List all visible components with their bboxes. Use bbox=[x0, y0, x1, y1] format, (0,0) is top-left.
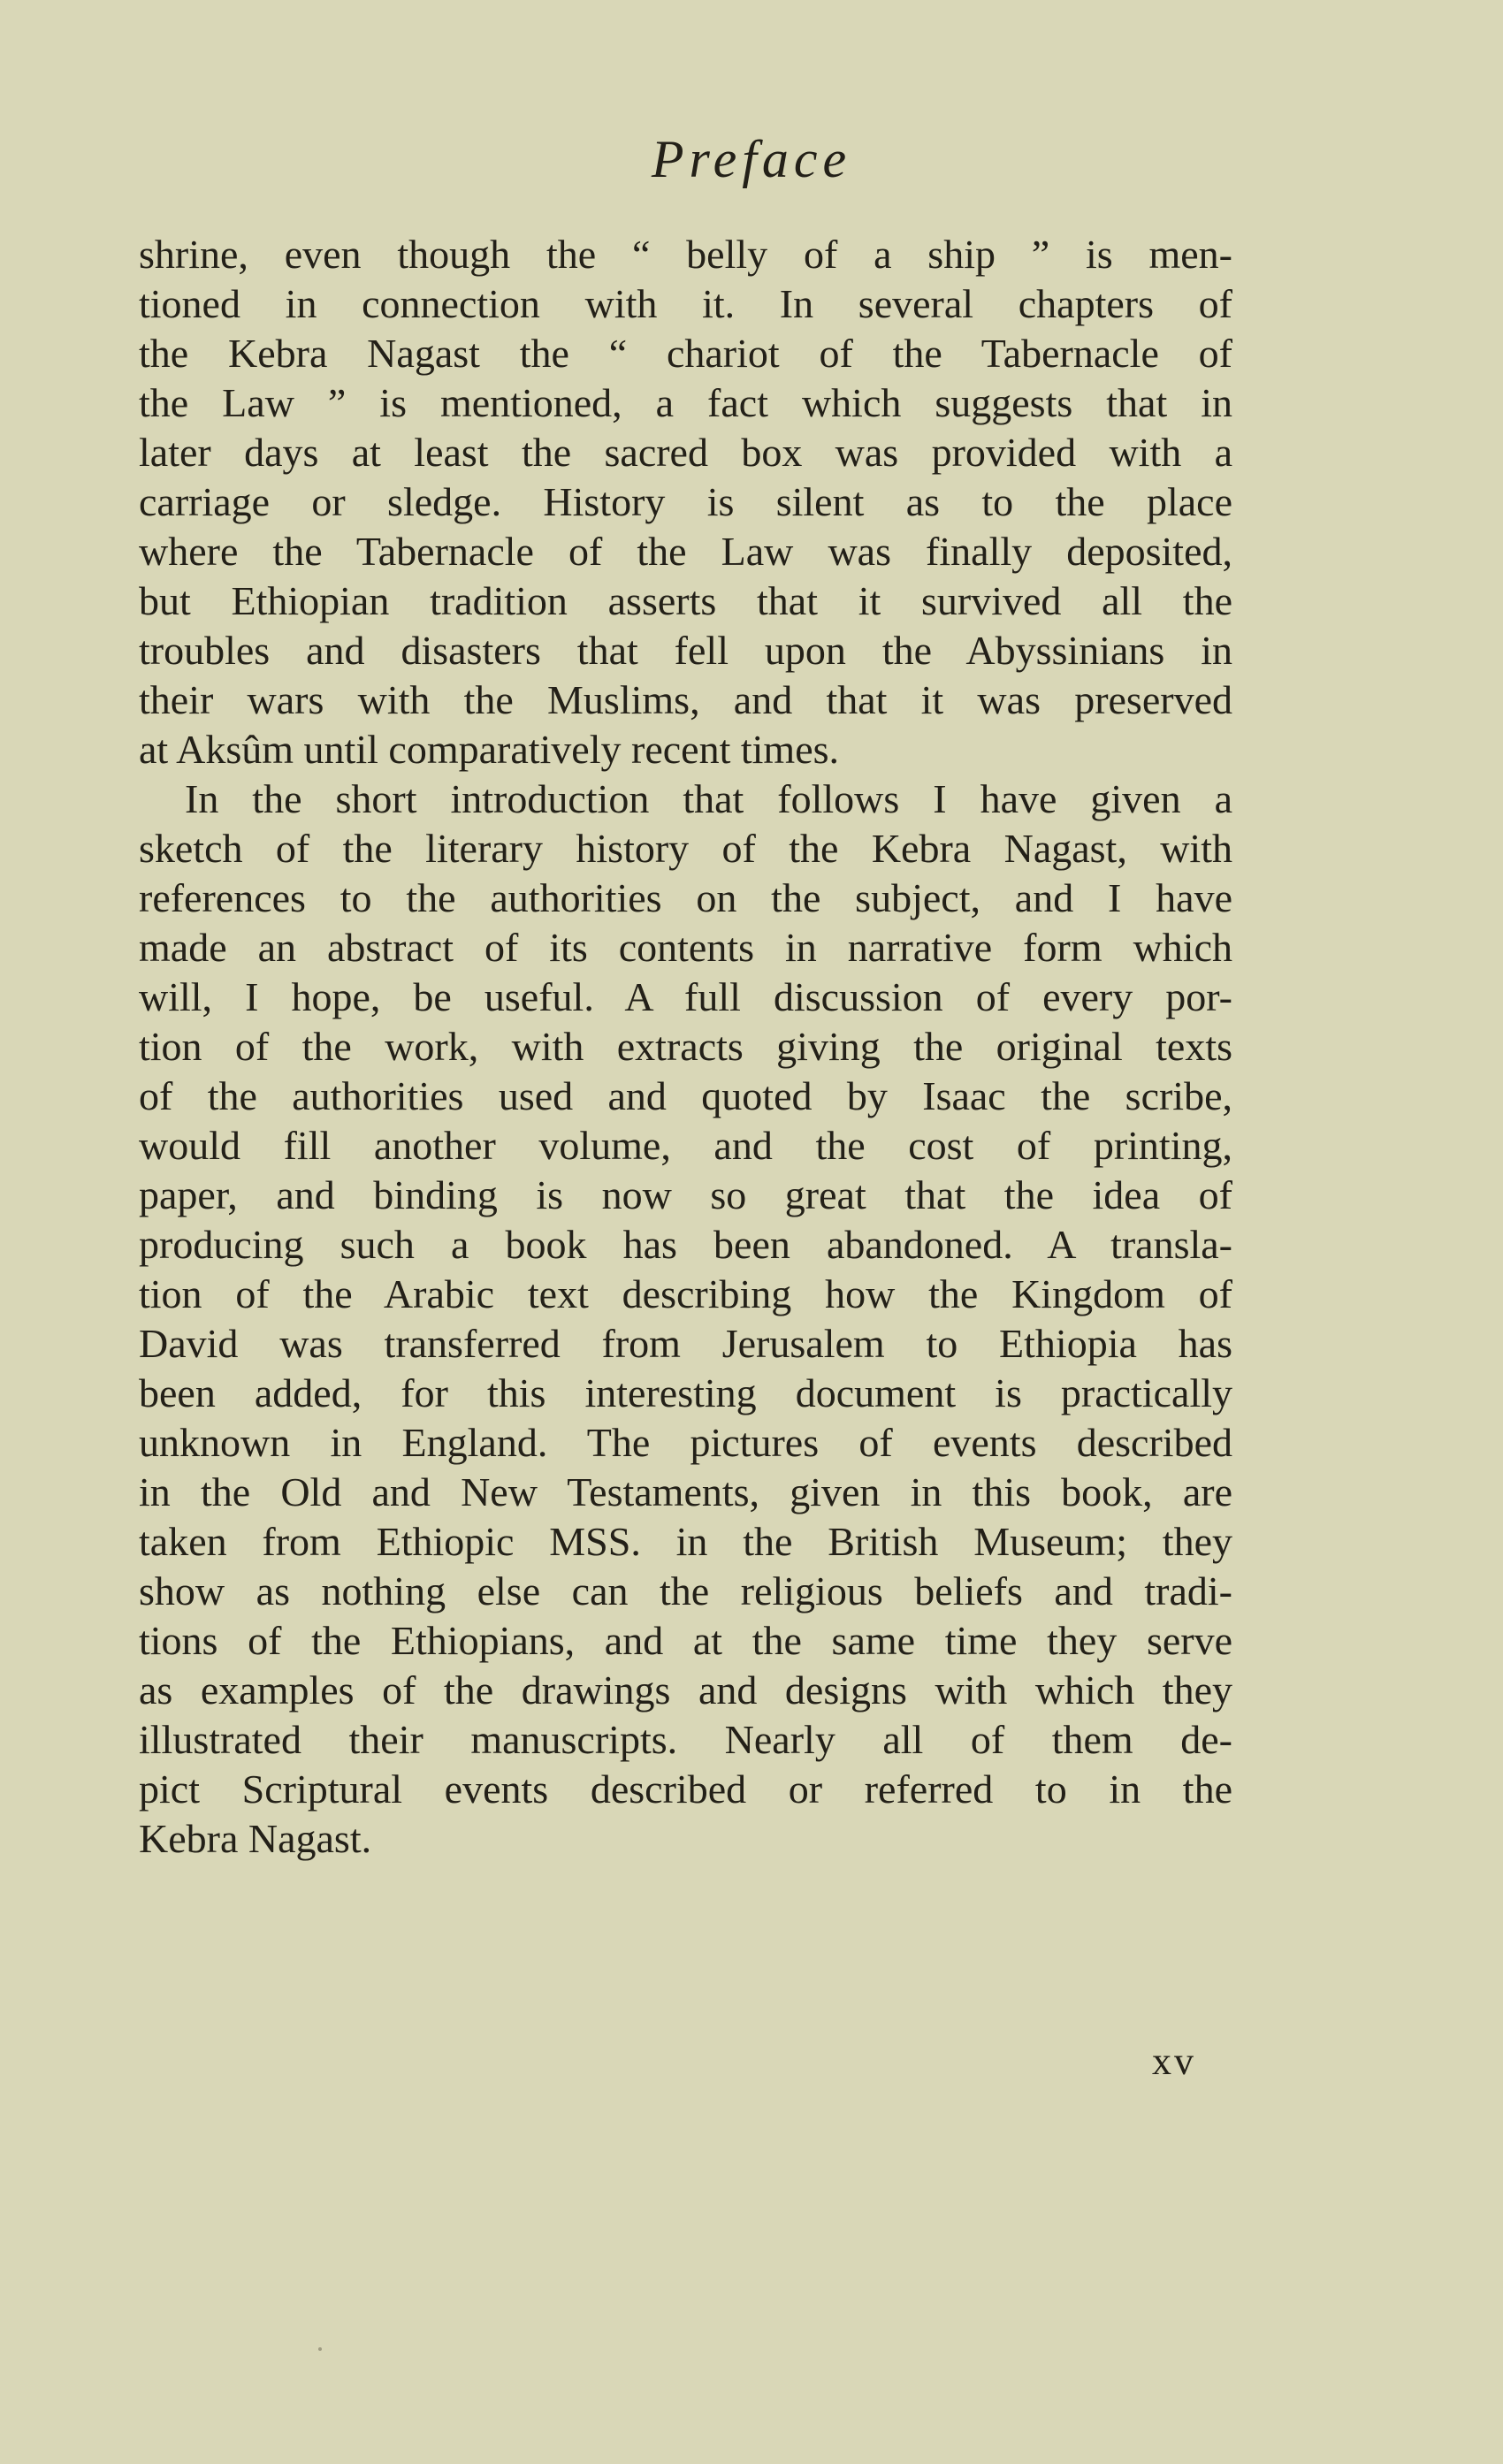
page-number: xv bbox=[1152, 2040, 1196, 2083]
text-line: of the authorities used and quoted by Isaac the scribe, bbox=[139, 1073, 1232, 1118]
text-line: where the Tabernacle of the Law was finally deposited, bbox=[139, 529, 1232, 574]
text-line: tion of the Arabic text describing how the Kingdom of bbox=[139, 1271, 1232, 1316]
text-line: the Kebra Nagast the “ chariot of the Tabernacle of bbox=[139, 331, 1232, 376]
text-line: unknown in England. The pictures of events described bbox=[139, 1420, 1232, 1465]
text-line: In the short introduction that follows I have given a bbox=[185, 776, 1232, 821]
text-line: at Aksûm until comparatively recent times. bbox=[139, 727, 840, 772]
text-line: paper, and binding is now so great that the idea of bbox=[139, 1172, 1232, 1217]
text-line: tion of the work, with extracts giving the original texts bbox=[139, 1024, 1232, 1069]
text-line: in the Old and New Testaments, given in this book, are bbox=[139, 1469, 1232, 1514]
text-line: later days at least the sacred box was provided with a bbox=[139, 430, 1232, 475]
text-line: would fill another volume, and the cost of printing, bbox=[139, 1123, 1232, 1168]
text-line: Kebra Nagast. bbox=[139, 1816, 372, 1861]
text-line: producing such a book has been abandoned. A transla- bbox=[139, 1222, 1232, 1267]
text-line: taken from Ethiopic MSS. in the British Museum; they bbox=[139, 1519, 1232, 1564]
text-line: troubles and disasters that fell upon the Abyssinians in bbox=[139, 628, 1232, 673]
text-line: been added, for this interesting document is practically bbox=[139, 1370, 1232, 1415]
text-line: shrine, even though the “ belly of a ship ” is men- bbox=[139, 232, 1232, 277]
text-line: tioned in connection with it. In several chapters of bbox=[139, 281, 1232, 326]
text-line: references to the authorities on the subject, and I have bbox=[139, 875, 1232, 920]
paper-speck bbox=[318, 2347, 322, 2351]
page-title: Preface bbox=[651, 130, 852, 188]
text-line: illustrated their manuscripts. Nearly all of them de- bbox=[139, 1717, 1232, 1762]
text-line: carriage or sledge. History is silent as to the place bbox=[139, 479, 1232, 524]
text-line: tions of the Ethiopians, and at the same time they serve bbox=[139, 1618, 1232, 1663]
text-line: the Law ” is mentioned, a fact which suggests that in bbox=[139, 380, 1232, 425]
text-line: made an abstract of its contents in narrative form which bbox=[139, 925, 1232, 970]
text-line: pict Scriptural events described or referred to in the bbox=[139, 1766, 1232, 1812]
preface-text bbox=[139, 230, 1232, 1864]
text-line: as examples of the drawings and designs with which they bbox=[139, 1667, 1232, 1713]
text-line: but Ethiopian tradition asserts that it survived all the bbox=[139, 578, 1232, 623]
text-line: their wars with the Muslims, and that it was preserved bbox=[139, 677, 1232, 722]
text-line: will, I hope, be useful. A full discussion of every por- bbox=[139, 974, 1232, 1019]
text-line: David was transferred from Jerusalem to Ethiopia has bbox=[139, 1321, 1232, 1366]
text-line: sketch of the literary history of the Kebra Nagast, with bbox=[139, 826, 1232, 871]
text-line: show as nothing else can the religious beliefs and tradi- bbox=[139, 1568, 1232, 1613]
